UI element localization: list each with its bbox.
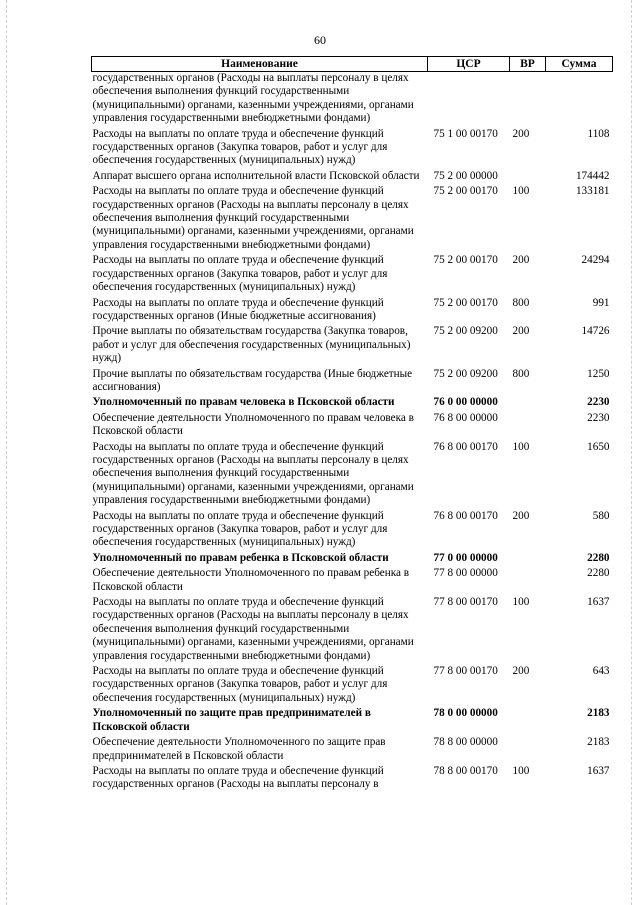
cell-sum	[546, 72, 613, 127]
table-section-row	[92, 551, 613, 566]
cell-sum: 2230	[587, 396, 610, 409]
table-row	[92, 411, 613, 440]
cell-sum: 2183	[587, 736, 610, 749]
header-row	[92, 57, 613, 72]
cell-name: Обеспечение деятельности Уполномоченного по защите прав предпринимателей в Псковской области	[92, 736, 386, 762]
cell-name: Расходы на выплаты по оплате труда и обеспечение функций государственных органов (Расходы на выплаты персоналу в целях обеспечения выполнения функций государственными (муниципальными) органами, казенными учреждениями, органами управления государственными внебюджетными фондами)	[92, 185, 414, 251]
cell-csr: 75 2 00 09200	[433, 367, 498, 380]
cell-csr: 76 8 00 00170	[433, 440, 498, 453]
cell-csr	[428, 72, 510, 127]
cell-name: Прочие выплаты по обязательствам государства (Иные бюджетные ассигнования)	[92, 367, 413, 393]
table-section-row	[92, 706, 613, 735]
cell-sum: 2280	[587, 567, 610, 580]
table-row	[92, 324, 613, 366]
cell-csr: 78 8 00 00000	[433, 736, 498, 749]
table-row	[92, 595, 613, 664]
table-row	[92, 566, 613, 595]
cell-name: Расходы на выплаты по оплате труда и обеспечение функций государственных органов (Закупка товаров, работ и услуг для обеспечения государственных (муниципальных) нужд)	[92, 665, 388, 704]
scan-edge-left	[6, 0, 7, 905]
table-row	[92, 72, 613, 127]
cell-name: Расходы на выплаты по оплате труда и обеспечение функций государственных органов (Закупка товаров, работ и услуг для обеспечения государственных (муниципальных) нужд)	[92, 509, 388, 549]
cell-vr: 200	[512, 509, 530, 522]
cell-sum: 643	[592, 665, 610, 678]
table-row	[92, 735, 613, 764]
cell-csr: 76 8 00 00170	[433, 509, 498, 522]
cell-sum: 2183	[587, 707, 610, 720]
scan-edge-right	[631, 0, 632, 905]
cell-sum: 24294	[581, 254, 610, 267]
cell-sum: 1108	[587, 127, 610, 140]
cell-csr: 75 2 00 00170	[433, 254, 498, 267]
table-row	[92, 127, 613, 169]
cell-sum: 1637	[587, 596, 610, 609]
cell-sum: 580	[592, 509, 610, 522]
cell-csr: 76 8 00 00000	[433, 411, 498, 424]
cell-sum: 133181	[575, 185, 610, 198]
cell-name: Уполномоченный по правам человека в Псковской области	[92, 396, 395, 409]
table-header	[92, 57, 613, 72]
cell-vr: 200	[512, 254, 530, 267]
cell-sum: 14726	[581, 325, 610, 338]
cell-sum: 991	[592, 296, 610, 309]
cell-vr: 200	[512, 325, 530, 338]
cell-csr: 78 0 00 00000	[433, 707, 498, 720]
cell-vr: 100	[512, 185, 530, 198]
cell-name: Расходы на выплаты по оплате труда и обеспечение функций государственных органов (Закупка товаров, работ и услуг для обеспечения государственных (муниципальных) нужд)	[92, 127, 388, 167]
cell-name: Уполномоченный по защите прав предпринимателей в Псковской области	[92, 707, 371, 733]
cell-name: Расходы на выплаты по оплате труда и обеспечение функций государственных органов (Расходы на выплаты персоналу в	[92, 764, 384, 791]
cell-vr	[510, 551, 546, 566]
table-row	[92, 440, 613, 509]
cell-sum: 2280	[587, 551, 610, 564]
cell-csr: 77 8 00 00170	[433, 665, 498, 678]
cell-vr	[510, 706, 546, 735]
cell-vr	[510, 169, 546, 184]
cell-vr: 200	[512, 127, 530, 140]
table-row	[92, 169, 613, 184]
table-row	[92, 184, 613, 253]
cell-vr: 200	[512, 665, 530, 678]
cell-vr: 100	[512, 440, 530, 453]
cell-csr: 78 8 00 00170	[433, 764, 498, 777]
cell-csr: 75 2 00 00170	[433, 185, 498, 198]
table-row	[92, 664, 613, 706]
header-sum: Сумма	[546, 57, 613, 72]
cell-vr	[510, 72, 546, 127]
cell-name: Уполномоченный по правам ребенка в Псковской области	[92, 551, 389, 564]
cell-csr: 76 0 00 00000	[433, 396, 498, 409]
header-name: Наименование	[92, 57, 428, 72]
table-row	[92, 367, 613, 396]
cell-vr	[510, 566, 546, 595]
cell-name: Обеспечение деятельности Уполномоченного по правам ребенка в Псковской области	[92, 567, 410, 593]
header-csr: ЦСР	[428, 57, 510, 72]
cell-csr: 75 2 00 00170	[433, 296, 498, 309]
table-row	[92, 296, 613, 325]
cell-sum: 174442	[575, 169, 610, 182]
cell-name: Обеспечение деятельности Уполномоченного по правам человека в Псковской области	[92, 411, 414, 438]
cell-name: Расходы на выплаты по оплате труда и обеспечение функций государственных органов (Расходы на выплаты персоналу в целях обеспечения выполнения функций государственными (муниципальными) органами, казенными учреждениями, органами управления государственными внебюджетными фондами)	[92, 440, 414, 507]
cell-csr: 75 2 00 09200	[433, 325, 498, 338]
cell-vr	[510, 411, 546, 440]
cell-name: Расходы на выплаты по оплате труда и обеспечение функций государственных органов (Иные бюджетные ассигнования)	[92, 296, 384, 322]
cell-name: Расходы на выплаты по оплате труда и обеспечение функций государственных органов (Расходы на выплаты персоналу в целях обеспечения выполнения функций государственными (муниципальными) органами, казенными учреждениями, органами управления государственными внебюджетными фондами)	[92, 596, 414, 662]
cell-csr: 75 2 00 00000	[433, 169, 498, 182]
cell-name: государственных органов (Расходы на выплаты персоналу в целях обеспечения выполнения функций государственными (муниципальными) органами, казенными учреждениями, органами управления государственными внебюджетными фондами)	[92, 72, 414, 125]
cell-vr	[510, 395, 546, 410]
cell-vr: 800	[512, 367, 530, 380]
cell-sum: 2230	[587, 411, 610, 424]
cell-sum: 1650	[587, 440, 610, 453]
cell-csr: 77 8 00 00170	[433, 596, 498, 609]
cell-name: Аппарат высшего органа исполнительной власти Псковской области	[92, 169, 420, 182]
cell-vr: 100	[512, 764, 530, 777]
table-row	[92, 253, 613, 295]
cell-sum: 1637	[587, 764, 610, 777]
table-section-row	[92, 395, 613, 410]
cell-name: Расходы на выплаты по оплате труда и обеспечение функций государственных органов (Закупка товаров, работ и услуг для обеспечения государственных (муниципальных) нужд)	[92, 254, 388, 294]
table-body	[92, 72, 613, 793]
table-row	[92, 509, 613, 551]
cell-vr: 100	[512, 596, 530, 609]
cell-csr: 75 1 00 00170	[433, 127, 498, 140]
cell-csr: 77 8 00 00000	[433, 567, 498, 580]
cell-csr: 77 0 00 00000	[433, 551, 498, 564]
table-row	[92, 764, 613, 793]
budget-table-container	[91, 56, 612, 793]
cell-sum: 1250	[587, 367, 610, 380]
cell-vr	[510, 735, 546, 764]
cell-name: Прочие выплаты по обязательствам государства (Закупка товаров, работ и услуг для обеспечения государственных (муниципальных) нужд)	[92, 325, 411, 365]
budget-table	[91, 56, 613, 793]
header-vr: ВР	[510, 57, 546, 72]
page-number: 60	[314, 33, 326, 47]
cell-vr: 800	[512, 296, 530, 309]
